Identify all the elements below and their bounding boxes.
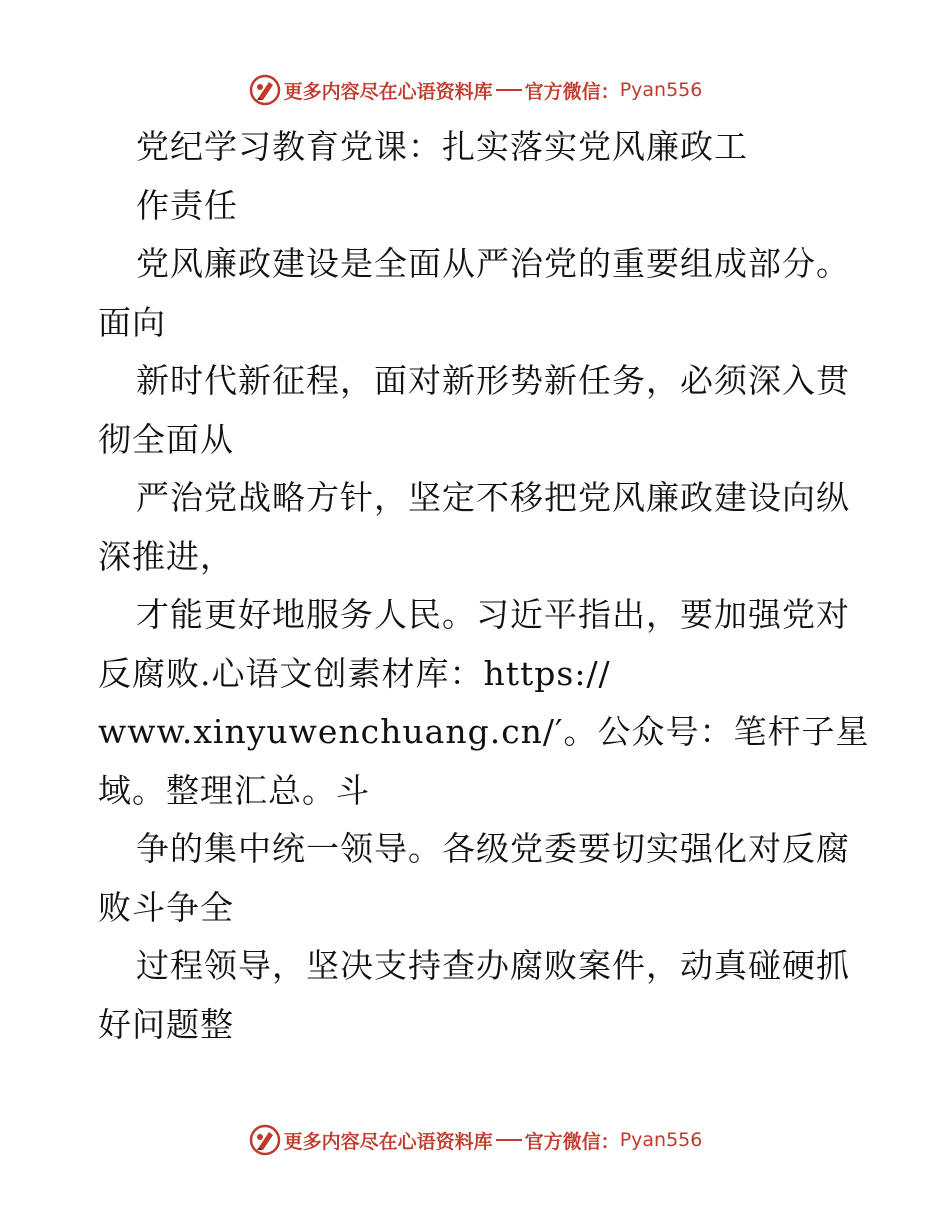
paragraph-line: 域。整理汇总。斗 [98, 770, 370, 810]
paragraph-line: 彻全面从 [98, 419, 234, 459]
pen-nib-logo-icon [248, 73, 282, 107]
paragraph-line: 过程领导，坚决支持查办腐败案件，动真碰硬抓 [136, 946, 850, 985]
paragraph-line: 才能更好地服务人民。习近平指出，要加强党对 [136, 595, 850, 634]
paragraph-line: 深推进， [98, 536, 234, 576]
paragraph-line: 争的集中统一领导。各级党委要切实强化对反腐 [136, 829, 850, 868]
paragraph-line: 面向 [98, 302, 166, 342]
banner-label: 官方微信： [524, 80, 620, 103]
pen-nib-logo-icon [248, 1123, 282, 1157]
banner-label: 官方微信： [524, 1130, 620, 1153]
banner-divider [496, 1139, 522, 1141]
paragraph-line: 严治党战略方针，坚定不移把党风廉政建设向纵 [136, 478, 850, 517]
banner-text: 更多内容尽在心语资料库 [283, 1130, 493, 1153]
banner-wechat-id: Pyan556 [619, 1129, 703, 1151]
banner-wechat-id: Pyan556 [619, 79, 703, 101]
banner-text: 更多内容尽在心语资料库 [283, 80, 493, 103]
paragraph-line: 败斗争全 [98, 887, 234, 927]
paragraph-line: www.xinyuwenchuang.cn/′。公众号：笔杆子星 [98, 712, 870, 751]
paragraph-line: 反腐败.心语文创素材库：https:// [98, 653, 611, 693]
header-banner [0, 72, 950, 108]
doc-title-line-2: 作责任 [136, 185, 238, 225]
footer-banner [0, 1122, 950, 1158]
document-body [98, 118, 870, 1054]
banner-divider [496, 89, 522, 91]
doc-title-line-1: 党纪学习教育党课：扎实落实党风廉政工 [136, 127, 748, 166]
paragraph-line: 党风廉政建设是全面从严治党的重要组成部分。 [136, 244, 850, 283]
paragraph-line: 好问题整 [98, 1004, 234, 1044]
paragraph-line: 新时代新征程，面对新形势新任务，必须深入贯 [136, 361, 850, 400]
